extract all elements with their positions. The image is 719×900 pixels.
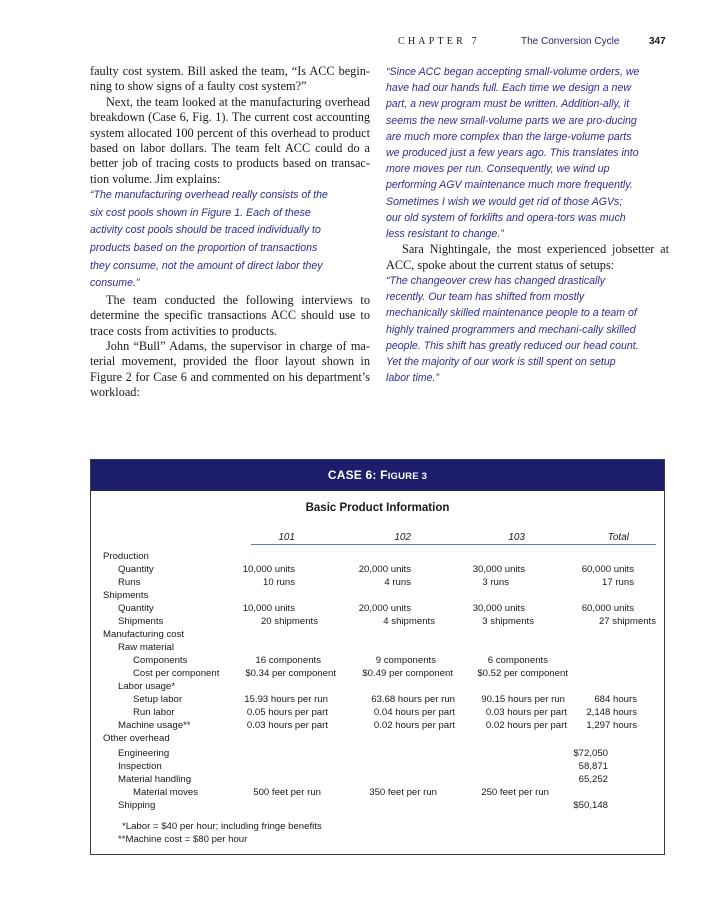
row-label: Components [133,655,188,666]
pull-quote: “Since ACC began accepting small-volume orders, we have had our hands full. Each time we design a new part, a new program must be written. Addition-ally, it seems the new small-volume parts we are pro-ducing are much more complex than the large-volume parts we produced just a few years ago. This translates into more moves per run. Consequently, we wind up performing AGV maintenance much more frequently. Sometimes I wish we would get rid of those AGVs; our old system of forklifts and opera-tors was much less resistant to change.” [386,66,640,241]
table-cell: 6 components [487,655,548,666]
table-cell: 17 runs [602,577,634,588]
table-cell: 0.03 hours per part [485,707,567,718]
row-label: Other overhead [103,733,170,744]
case-figure [90,459,665,855]
paragraph: faulty cost system. Bill asked the team, “Is ACC begin-ning to show signs of a faulty cost system?” [90,64,370,94]
row-label: Shipping [118,800,156,811]
right-column [386,64,669,386]
column-header: 103 [508,532,525,543]
paragraph: Next, the team looked at the manufacturing overhead breakdown (Case 6, Fig. 1). The current cost accounting system allocated 100 percent of this overhead to product based on labor dollars. The team felt ACC could do a better job of tracing costs to products based on transac-tion volume. Jim explains: [90,94,370,186]
paragraph: The team conducted the following interviews to determine the specific transactions ACC should use to trace costs from activities to products. [90,292,370,338]
footnote: *Labor = $40 per hour; including fringe benefits [122,821,322,832]
table-cell: 27 shipments [598,616,656,627]
table-cell: 4 shipments [383,616,435,627]
running-header [0,36,719,52]
table-cell: 0.02 hours per part [373,720,455,731]
table-cell: 3 runs [482,577,509,588]
paragraph: John “Bull” Adams, the supervisor in charge of ma-terial movement, provided the floor layout shown in Figure 2 for Case 6 and commented on his department’s workload: [90,339,370,400]
column-header: Total [607,532,629,543]
row-label: Quantity [118,564,154,575]
table-cell: 4 runs [384,577,411,588]
table-cell: $0.52 per component [477,668,568,679]
row-label: Inspection [118,761,162,772]
table-cell: 1,297 hours [586,720,637,731]
table-cell: 0.05 hours per part [246,707,328,718]
row-label: Manufacturing cost [103,629,185,640]
table-cell: 60,000 units [581,564,634,575]
table-cell: 30,000 units [472,564,525,575]
page-number: 347 [649,36,666,47]
table-cell: 20,000 units [358,564,411,575]
row-label: Material handling [118,774,192,785]
table-cell: 10,000 units [242,564,295,575]
row-label: Raw material [118,642,174,653]
header-rule [251,544,656,545]
table-cell: 16 components [255,655,321,666]
table-cell: $72,050 [573,748,608,759]
paragraph: Sara Nightingale, the most experienced jobsetter at ACC, spoke about the current status of setups: [386,242,669,272]
table-cell: 10,000 units [242,603,295,614]
table-cell: 684 hours [594,694,637,705]
figure-banner-prefix: CASE 6: F [327,468,388,482]
row-label: Setup labor [133,694,183,705]
row-label: Production [103,551,149,562]
table-cell: 250 feet per run [481,787,549,798]
figure-banner-suffix: IGURE 3 [387,471,428,482]
row-label: Quantity [118,603,154,614]
table-cell: 2,148 hours [586,707,637,718]
row-label: Shipments [118,616,164,627]
table-cell: 10 runs [263,577,295,588]
footnote: **Machine cost = $80 per hour [118,834,248,845]
table-cell: 350 feet per run [369,787,437,798]
table-cell: $0.34 per component [245,668,336,679]
row-label: Run labor [133,707,175,718]
row-label: Material moves [133,787,199,798]
left-column [90,64,370,401]
column-header: 101 [278,532,295,543]
table-cell: 63.68 hours per run [371,694,455,705]
table-cell: 58,871 [578,761,608,772]
pull-quote: “The manufacturing overhead really consists of the six cost pools shown in Figure 1. Each of these activity cost pools should be traced individually to products based on the proportion of transactions they consume, not the amount of direct labor they consume.” [90,189,328,290]
row-label: Engineering [118,748,170,759]
product-table [91,460,664,854]
table-cell: 20 shipments [260,616,318,627]
chapter-label: CHAPTER 7 [398,36,480,47]
table-cell: 20,000 units [358,603,411,614]
table-cell: 0.04 hours per part [373,707,455,718]
table-cell: 3 shipments [482,616,534,627]
table-cell: 30,000 units [472,603,525,614]
table-cell: 65,252 [578,774,608,785]
row-label: Labor usage* [118,681,176,692]
chapter-title: The Conversion Cycle [521,36,620,47]
column-header: 102 [394,532,411,543]
table-cell: 15.93 hours per run [244,694,328,705]
pull-quote: “The changeover crew has changed drastically recently. Our team has shifted from mostly mechanically skilled maintenance people to a team of highly trained programmers and mechani-cally skilled people. This shift has greatly reduced our head count. Yet the majority of our work is still spent on setup labor time.” [386,275,639,385]
table-cell: 9 components [375,655,436,666]
table-cell: 90.15 hours per run [481,694,565,705]
figure-subtitle: Basic Product Information [305,502,450,514]
table-cell: 500 feet per run [253,787,321,798]
table-cell: 0.03 hours per part [246,720,328,731]
row-label: Cost per component [133,668,220,679]
table-cell: $50,148 [573,800,608,811]
table-cell: 0.02 hours per part [485,720,567,731]
row-label: Shipments [103,590,149,601]
row-label: Machine usage** [118,720,191,731]
table-cell: $0.49 per component [362,668,453,679]
table-cell: 60,000 units [581,603,634,614]
row-label: Runs [118,577,141,588]
